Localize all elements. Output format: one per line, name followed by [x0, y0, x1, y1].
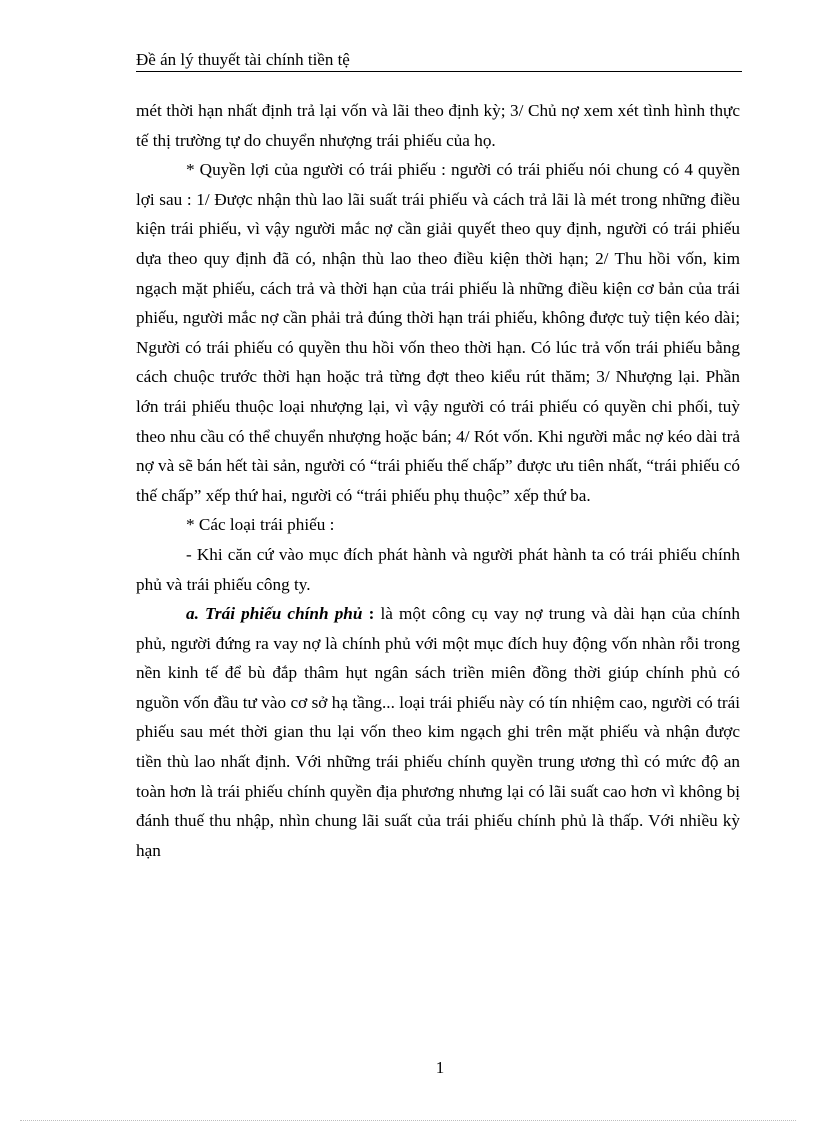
- paragraph-bondholder-rights: * Quyền lợi của người có trái phiếu : người có trái phiếu nói chung có 4 quyền lợi sau : 1/ Được nhận thù lao lãi suất trái phiếu và cách trả lãi là mét trong những điều kiện trái phiếu, vì vậy người mắc nợ cần giải quyết theo quy định, người có trái phiếu dựa theo quy định đã có, nhận thù lao theo điều kiện thời hạn; 2/ Thu hồi vốn, kim ngạch mặt phiếu, cách trả và thời hạn của trái phiếu là những điều kiện cơ bản của trái phiếu, người mắc nợ cần phải trả đúng thời hạn trái phiếu, không được tuỳ tiện kéo dài; Người có trái phiếu có quyền thu hồi vốn theo thời hạn. Có lúc trả vốn trái phiếu bằng cách chuộc trước thời hạn hoặc trả từng đợt theo kiểu rút thăm; 3/ Nhượng lại. Phần lớn trái phiếu thuộc loại nhượng lại, vì vậy người có trái phiếu có quyền chi phối, tuỳ theo nhu cầu có thể chuyển nhượng hoặc bán; 4/ Rót vốn. Khi người mắc nợ kéo dài trả nợ và sẽ bán hết tài sản, người có “trái phiếu thế chấp” được ưu tiên nhất, “trái phiếu có thế chấp” xếp thứ hai, người có “trái phiếu phụ thuộc” xếp thứ ba.: [136, 160, 740, 505]
- document-body: [136, 96, 740, 865]
- heading-colon: :: [362, 604, 375, 624]
- government-bonds-text: là một công cụ vay nợ trung và dài hạn của chính phủ, người đứng ra vay nợ là chính phủ với một mục đích huy động vốn nhàn rỗi trong nền kinh tế để bù đắp thâm hụt ngân sách triền miên đồng thời giúp chính phủ có nguồn vốn đầu tư vào cơ sở hạ tầng... loại trái phiếu này có tín nhiệm cao, người có trái phiếu sau mét thời gian thu lại vốn theo kim ngạch ghi trên mặt phiếu và nhận được tiền thù lao nhất định. Với những trái phiếu chính quyền trung ương thì có mức độ an toàn hơn là trái phiếu chính quyền địa phương nhưng lại có lãi suất cao hơn vì không bị đánh thuế thu nhập, nhìn chung lãi suất của trái phiếu chính phủ là thấp. Với nhiều kỳ hạn: [136, 604, 740, 860]
- paragraph-government-bonds: [136, 599, 740, 865]
- page-header: [136, 49, 742, 72]
- header-title: Đề án lý thuyết tài chính tiền tệ: [136, 50, 350, 69]
- paragraph-1: mét thời hạn nhất định trả lại vốn và lãi theo định kỳ; 3/ Chủ nợ xem xét tình hình thực tế thị trường tự do chuyển nhượng trái phiếu của họ.: [136, 101, 740, 150]
- government-bonds-heading: a. Trái phiếu chính phủ: [186, 604, 363, 624]
- paragraph-bond-types-heading: * Các loại trái phiếu :: [186, 515, 335, 535]
- page-number: 1: [435, 1058, 445, 1077]
- paragraph-bond-classification: - Khi căn cứ vào mục đích phát hành và người phát hành ta có trái phiếu chính phủ và trái phiếu công ty.: [136, 544, 740, 594]
- page-bottom-edge: [20, 1120, 796, 1121]
